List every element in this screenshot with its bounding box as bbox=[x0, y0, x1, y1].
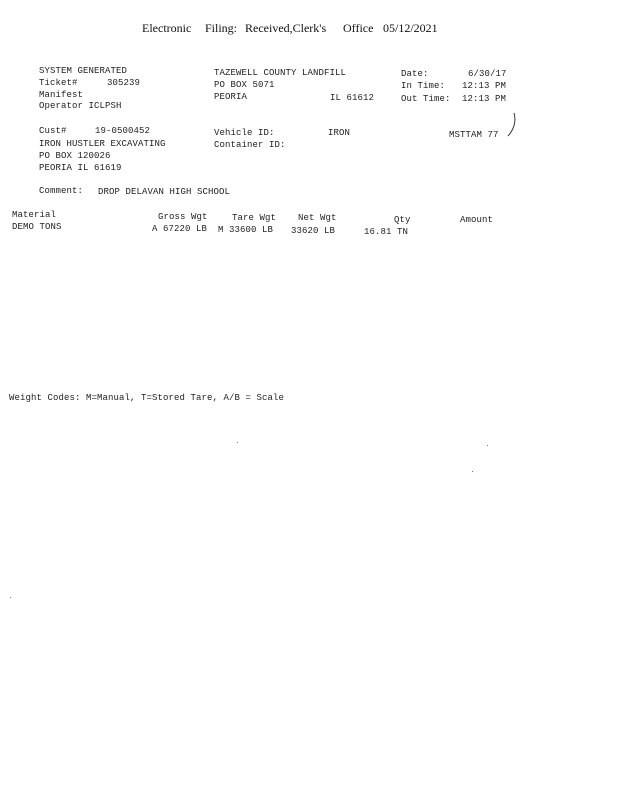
date-label: Date: bbox=[401, 69, 429, 79]
header-tare-wgt: Tare Wgt bbox=[232, 213, 277, 223]
manifest-label: Manifest bbox=[39, 90, 84, 100]
filing-header-date: 05/12/2021 bbox=[383, 21, 438, 35]
facility-city: PEORIA bbox=[214, 92, 248, 102]
weight-codes-footnote: Weight Codes: M=Manual, T=Stored Tare, A/B = Scale bbox=[9, 393, 285, 403]
scan-speck bbox=[487, 445, 488, 446]
header-gross-wgt: Gross Wgt bbox=[158, 212, 208, 222]
container-label: Container ID: bbox=[214, 140, 286, 150]
customer-name: IRON HUSTLER EXCAVATING bbox=[39, 139, 166, 149]
cust-label: Cust# bbox=[39, 126, 67, 136]
row-net-wgt: 33620 LB bbox=[291, 226, 336, 236]
comment-text: DROP DELAVAN HIGH SCHOOL bbox=[98, 187, 231, 197]
operator-line: Operator ICLPSH bbox=[39, 101, 122, 111]
facility-name: TAZEWELL COUNTY LANDFILL bbox=[214, 68, 347, 78]
ticket-label: Ticket# bbox=[39, 78, 78, 88]
row-gross-wgt: A 67220 LB bbox=[152, 224, 208, 234]
header-net-wgt: Net Wgt bbox=[298, 213, 337, 223]
customer-city: PEORIA IL 61619 bbox=[39, 163, 122, 173]
scan-speck bbox=[472, 471, 473, 472]
header-amount: Amount bbox=[460, 215, 494, 225]
out-time-label: Out Time: bbox=[401, 94, 451, 104]
filing-header-filing: Filing: bbox=[205, 21, 238, 35]
in-time-label: In Time: bbox=[401, 81, 446, 91]
date-value: 6/30/17 bbox=[468, 69, 507, 79]
ticket-number: 305239 bbox=[107, 78, 141, 88]
facility-pobox: PO BOX 5071 bbox=[214, 80, 275, 90]
facility-state-zip: IL 61612 bbox=[330, 93, 375, 103]
in-time-value: 12:13 PM bbox=[462, 81, 507, 91]
comment-label: Comment: bbox=[39, 186, 84, 196]
vehicle-value: IRON bbox=[328, 128, 351, 138]
out-time-value: 12:13 PM bbox=[462, 94, 507, 104]
cust-number: 19-0500452 bbox=[95, 126, 151, 136]
filing-header-electronic: Electronic bbox=[142, 21, 192, 35]
scan-speck bbox=[237, 442, 238, 443]
row-qty: 16.81 TN bbox=[364, 227, 409, 237]
signature-stroke bbox=[505, 112, 519, 138]
handwritten-signature: MSTTAM 77 bbox=[449, 130, 499, 140]
system-generated-label: SYSTEM GENERATED bbox=[39, 66, 128, 76]
vehicle-label: Vehicle ID: bbox=[214, 128, 275, 138]
row-tare-wgt: M 33600 LB bbox=[218, 225, 274, 235]
scan-speck bbox=[10, 597, 11, 598]
header-material: Material bbox=[12, 210, 57, 220]
header-qty: Qty bbox=[394, 215, 411, 225]
customer-pobox: PO BOX 120026 bbox=[39, 151, 111, 161]
filing-header-office: Office bbox=[343, 21, 374, 35]
filing-header-received: Received,Clerk's bbox=[245, 21, 327, 35]
row-material: DEMO TONS bbox=[12, 222, 62, 232]
